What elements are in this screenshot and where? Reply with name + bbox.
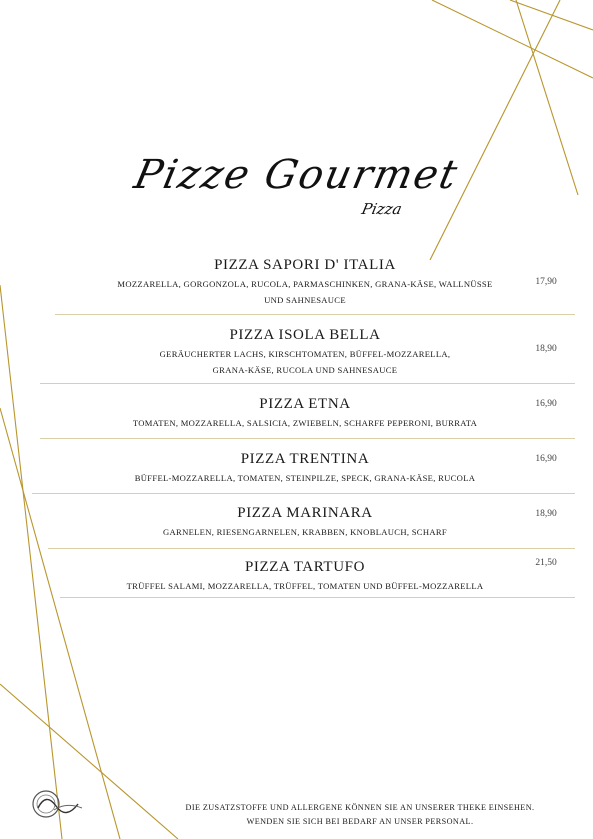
description-line: GERÄUCHERTER LACHS, KIRSCHTOMATEN, BÜFFEL-MOZZARELLA, (159, 349, 451, 359)
separator-line (48, 548, 575, 549)
menu-item-name: PIZZA TRENTINA (240, 451, 370, 467)
menu-item-price: 18,90 (535, 509, 557, 519)
menu-item-price: 16,90 (535, 399, 557, 409)
menu-item (90, 558, 520, 594)
menu-item-name: PIZZA ISOLA BELLA (229, 327, 381, 343)
description-line: GRANA-KÄSE, RUCOLA UND SAHNESAUCE (212, 365, 398, 375)
footer-line: WENDEN SIE SICH BEI BEDARF AN UNSER PERSONAL. (246, 817, 474, 826)
description-line: TOMATEN, MOZZARELLA, SALSICIA, ZWIEBELN, SCHARFE PEPERONI, BURRATA (132, 418, 478, 428)
menu-item (90, 450, 520, 486)
footer-line: DIE ZUSATZSTOFFE UND ALLERGENE KÖNNEN SIE AN UNSERER THEKE EINSEHEN. (185, 803, 535, 812)
menu-item (90, 326, 520, 378)
allergen-notice (150, 801, 570, 829)
separator-line (32, 493, 575, 494)
menu-item-name: PIZZA MARINARA (237, 505, 373, 521)
menu-item-description (90, 470, 520, 486)
separator-line (40, 438, 575, 439)
menu-item-description (90, 415, 520, 431)
menu-item (90, 256, 520, 308)
description-line: UND SAHNESAUCE (264, 295, 346, 305)
page-subtitle: Pizza (360, 200, 404, 218)
menu-item-description (90, 346, 520, 378)
description-line: BÜFFEL-MOZZARELLA, TOMATEN, STEINPILZE, SPECK, GRANA-KÄSE, RUCOLA (134, 473, 476, 483)
menu-item-price: 21,50 (535, 558, 557, 568)
menu-item (90, 395, 520, 431)
menu-item-name: PIZZA TARTUFO (244, 559, 365, 575)
menu-item-description (90, 578, 520, 594)
description-line: MOZZARELLA, GORGONZOLA, RUCOLA, PARMASCHINKEN, GRANA-KÄSE, WALLNÜSSE (117, 279, 493, 289)
separator-line (40, 383, 575, 384)
menu-item-price: 18,90 (535, 344, 557, 354)
description-line: TRÜFFEL SALAMI, MOZZARELLA, TRÜFFEL, TOMATEN UND BÜFFEL-MOZZARELLA (126, 581, 484, 591)
separator-line (60, 597, 575, 598)
menu-item-name: PIZZA SAPORI D' ITALIA (214, 257, 396, 273)
menu-item-name: PIZZA ETNA (259, 396, 351, 412)
menu-item-price: 16,90 (535, 454, 557, 464)
description-line: GARNELEN, RIESENGARNELEN, KRABBEN, KNOBLAUCH, SCHARF (163, 527, 447, 537)
menu-item (90, 504, 520, 540)
menu-item-description (90, 524, 520, 540)
page-title: Pizze Gourmet (130, 152, 463, 198)
separator-line (55, 314, 575, 315)
restaurant-logo (30, 784, 86, 824)
menu-item-description (90, 276, 520, 308)
menu-item-price: 17,90 (535, 277, 557, 287)
